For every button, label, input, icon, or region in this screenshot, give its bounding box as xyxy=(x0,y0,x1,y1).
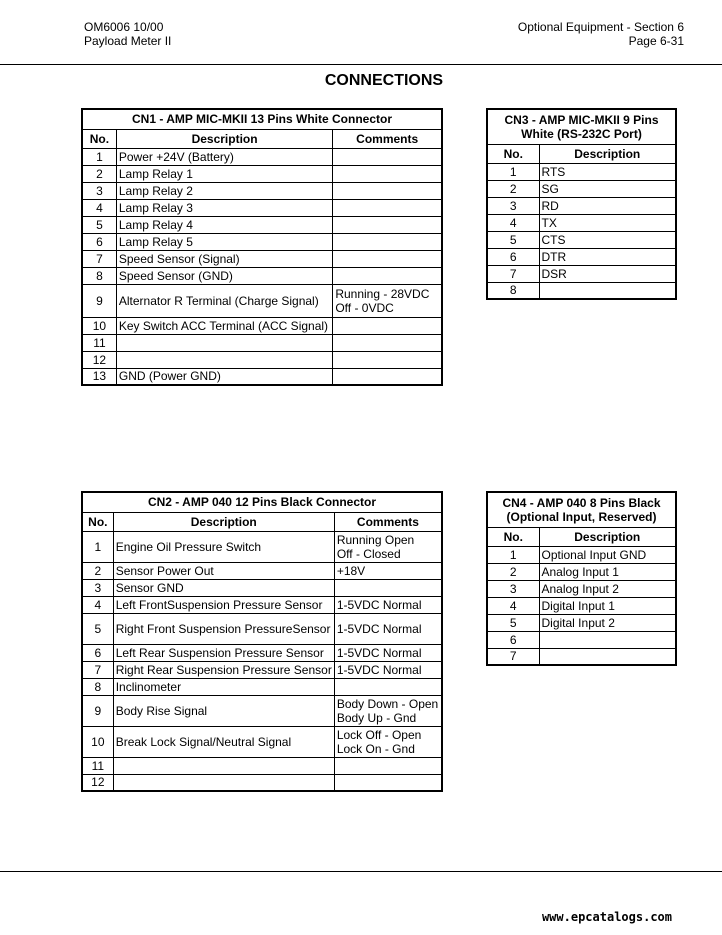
table-row xyxy=(82,182,442,199)
pin-comments xyxy=(333,317,442,334)
pin-description: Right Front Suspension PressureSensor xyxy=(113,613,334,644)
comment-line: 1-5VDC Normal xyxy=(336,597,422,612)
table-row xyxy=(82,165,442,182)
pin-number: 5 xyxy=(82,216,116,233)
pin-comments xyxy=(333,250,442,267)
pin-description: Body Rise Signal xyxy=(113,695,334,726)
cn2-table xyxy=(81,491,443,792)
comment-line: Off - 0VDC xyxy=(335,300,394,315)
table-row xyxy=(487,248,676,265)
pin-description: Alternator R Terminal (Charge Signal) xyxy=(116,284,332,317)
cn3-caption xyxy=(487,109,676,144)
comment-line: 1-5VDC Normal xyxy=(336,662,422,677)
pin-number: 10 xyxy=(82,726,113,757)
pin-description: DTR xyxy=(539,248,676,265)
pin-description: Lamp Relay 4 xyxy=(116,216,332,233)
pin-description: Lamp Relay 2 xyxy=(116,182,332,199)
pin-description: Break Lock Signal/Neutral Signal xyxy=(113,726,334,757)
pin-number: 8 xyxy=(82,267,116,284)
header-left xyxy=(84,20,171,48)
pin-number: 6 xyxy=(487,248,539,265)
pin-description xyxy=(539,282,676,299)
doc-code: OM6006 10/00 xyxy=(84,20,164,34)
pin-number: 7 xyxy=(82,661,113,678)
table-row xyxy=(82,644,442,661)
pin-number: 6 xyxy=(82,233,116,250)
cn3-caption-line1: CN3 - AMP MIC-MKII 9 Pins xyxy=(504,112,659,127)
pin-number: 11 xyxy=(82,334,116,351)
pin-comments xyxy=(333,182,442,199)
pin-description: CTS xyxy=(539,231,676,248)
footer-watermark-url: www.epcatalogs.com xyxy=(541,910,672,924)
pin-description: Digital Input 1 xyxy=(539,597,676,614)
table-row xyxy=(82,774,442,791)
cn4-col-no: No. xyxy=(487,527,539,546)
pin-comments xyxy=(334,774,442,791)
pin-description xyxy=(113,757,334,774)
pin-number: 4 xyxy=(487,597,539,614)
comment-line: Lock Off - Open xyxy=(336,727,422,742)
cn2-caption: CN2 - AMP 040 12 Pins Black Connector xyxy=(82,492,442,512)
header-divider xyxy=(0,64,722,65)
pin-description: Digital Input 2 xyxy=(539,614,676,631)
pin-comments xyxy=(334,531,442,562)
pin-number: 4 xyxy=(487,214,539,231)
comment-line: Lock On - Gnd xyxy=(336,741,415,756)
pin-number: 2 xyxy=(487,563,539,580)
pin-number: 10 xyxy=(82,317,116,334)
pin-number: 7 xyxy=(487,648,539,665)
pin-comments xyxy=(334,757,442,774)
pin-description: RTS xyxy=(539,163,676,180)
pin-number: 8 xyxy=(487,282,539,299)
pin-number: 7 xyxy=(82,250,116,267)
cn1-col-description: Description xyxy=(116,129,332,148)
pin-description: Lamp Relay 5 xyxy=(116,233,332,250)
cn3-table xyxy=(486,108,677,300)
pin-comments xyxy=(333,165,442,182)
pin-number: 2 xyxy=(487,180,539,197)
pin-description: GND (Power GND) xyxy=(116,368,332,385)
pin-description: Sensor Power Out xyxy=(113,562,334,579)
pin-number: 5 xyxy=(487,614,539,631)
table-row xyxy=(487,631,676,648)
table-row xyxy=(82,267,442,284)
pin-number: 13 xyxy=(82,368,116,385)
table-row xyxy=(82,661,442,678)
pin-number: 12 xyxy=(82,774,113,791)
pin-number: 3 xyxy=(82,579,113,596)
pin-comments xyxy=(334,678,442,695)
comment-line: 1-5VDC Normal xyxy=(336,621,422,636)
pin-comments xyxy=(333,233,442,250)
cn4-caption xyxy=(487,492,676,527)
pin-number: 1 xyxy=(487,163,539,180)
pin-number: 5 xyxy=(487,231,539,248)
table-row xyxy=(487,614,676,631)
pin-description: Lamp Relay 3 xyxy=(116,199,332,216)
comment-line: Running - 28VDC xyxy=(335,286,430,301)
pin-description: Right Rear Suspension Pressure Sensor xyxy=(113,661,334,678)
table-row xyxy=(82,351,442,368)
cn4-table xyxy=(486,491,677,666)
pin-number: 9 xyxy=(82,695,113,726)
pin-comments xyxy=(333,351,442,368)
pin-number: 2 xyxy=(82,165,116,182)
cn1-rows xyxy=(82,148,442,385)
table-row xyxy=(487,197,676,214)
cn1-col-comments: Comments xyxy=(333,129,442,148)
table-row xyxy=(82,368,442,385)
table-row xyxy=(82,317,442,334)
cn1-caption: CN1 - AMP MIC-MKII 13 Pins White Connector xyxy=(82,109,442,129)
table-row xyxy=(82,216,442,233)
pin-description: Left Rear Suspension Pressure Sensor xyxy=(113,644,334,661)
table-row xyxy=(82,596,442,613)
table-row xyxy=(487,580,676,597)
table-row xyxy=(82,148,442,165)
pin-comments xyxy=(333,368,442,385)
table-row xyxy=(487,214,676,231)
pin-comments xyxy=(333,216,442,233)
table-row xyxy=(82,250,442,267)
comment-line: Off - Closed xyxy=(336,546,401,561)
pin-description: Speed Sensor (Signal) xyxy=(116,250,332,267)
pin-comments xyxy=(333,284,442,317)
pin-comments xyxy=(333,148,442,165)
doc-subject: Payload Meter II xyxy=(84,34,172,48)
cn4-caption-line1: CN4 - AMP 040 8 Pins Black xyxy=(502,495,661,510)
table-row xyxy=(487,648,676,665)
table-row xyxy=(82,613,442,644)
section-label: Optional Equipment - Section 6 xyxy=(517,20,684,34)
cn2-col-no: No. xyxy=(82,512,113,531)
table-row xyxy=(487,163,676,180)
pin-description xyxy=(113,774,334,791)
table-row xyxy=(82,531,442,562)
pin-number: 12 xyxy=(82,351,116,368)
pin-description: DSR xyxy=(539,265,676,282)
cn4-rows xyxy=(487,546,676,665)
cn2-rows xyxy=(82,531,442,791)
table-row xyxy=(82,579,442,596)
pin-description: Engine Oil Pressure Switch xyxy=(113,531,334,562)
table-row xyxy=(82,199,442,216)
table-row xyxy=(82,284,442,317)
comment-line: Body Up - Gnd xyxy=(336,710,417,725)
cn2-col-description: Description xyxy=(113,512,334,531)
comment-line: +18V xyxy=(336,563,366,578)
pin-comments xyxy=(334,695,442,726)
pin-description xyxy=(539,631,676,648)
pin-comments xyxy=(334,613,442,644)
cn4-col-description: Description xyxy=(539,527,676,546)
pin-description: Key Switch ACC Terminal (ACC Signal) xyxy=(116,317,332,334)
pin-comments xyxy=(333,199,442,216)
cn3-caption-line2: White (RS-232C Port) xyxy=(521,126,642,141)
pin-number: 6 xyxy=(487,631,539,648)
table-row xyxy=(82,334,442,351)
pin-description: TX xyxy=(539,214,676,231)
pin-number: 3 xyxy=(487,580,539,597)
pin-number: 1 xyxy=(82,531,113,562)
table-row xyxy=(487,597,676,614)
pin-number: 7 xyxy=(487,265,539,282)
pin-number: 1 xyxy=(82,148,116,165)
pin-comments xyxy=(334,596,442,613)
header-right xyxy=(518,20,684,48)
pin-number: 5 xyxy=(82,613,113,644)
cn1-table xyxy=(81,108,443,386)
pin-description: Lamp Relay 1 xyxy=(116,165,332,182)
pin-number: 6 xyxy=(82,644,113,661)
pin-description: Analog Input 1 xyxy=(539,563,676,580)
table-row xyxy=(487,563,676,580)
table-row xyxy=(487,180,676,197)
pin-description xyxy=(116,334,332,351)
pin-number: 11 xyxy=(82,757,113,774)
table-row xyxy=(82,233,442,250)
table-row xyxy=(487,265,676,282)
pin-comments xyxy=(334,661,442,678)
cn3-col-description: Description xyxy=(539,144,676,163)
table-row xyxy=(487,231,676,248)
table-row xyxy=(82,562,442,579)
footer-divider xyxy=(0,871,722,872)
pin-number: 9 xyxy=(82,284,116,317)
cn1-col-no: No. xyxy=(82,129,116,148)
pin-description: Optional Input GND xyxy=(539,546,676,563)
pin-number: 8 xyxy=(82,678,113,695)
pin-description: Sensor GND xyxy=(113,579,334,596)
cn4-caption-line2: (Optional Input, Reserved) xyxy=(506,509,657,524)
pin-description: Power +24V (Battery) xyxy=(116,148,332,165)
cn2-col-comments: Comments xyxy=(334,512,442,531)
table-row xyxy=(82,757,442,774)
comment-line: Body Down - Open xyxy=(336,696,439,711)
pin-comments xyxy=(334,579,442,596)
pin-number: 4 xyxy=(82,596,113,613)
table-row xyxy=(82,726,442,757)
pin-comments xyxy=(334,644,442,661)
pin-number: 1 xyxy=(487,546,539,563)
cn3-col-no: No. xyxy=(487,144,539,163)
comment-line: Running Open xyxy=(336,532,415,547)
pin-description: Analog Input 2 xyxy=(539,580,676,597)
table-row xyxy=(82,695,442,726)
pin-description xyxy=(116,351,332,368)
pin-comments xyxy=(334,726,442,757)
page-number: Page 6-31 xyxy=(628,34,684,48)
pin-number: 3 xyxy=(487,197,539,214)
table-row xyxy=(487,282,676,299)
pin-comments xyxy=(333,267,442,284)
pin-description: Inclinometer xyxy=(113,678,334,695)
pin-number: 3 xyxy=(82,182,116,199)
pin-description: Speed Sensor (GND) xyxy=(116,267,332,284)
pin-description: RD xyxy=(539,197,676,214)
pin-number: 2 xyxy=(82,562,113,579)
comment-line: 1-5VDC Normal xyxy=(336,645,422,660)
pin-description xyxy=(539,648,676,665)
cn3-rows xyxy=(487,163,676,299)
page-title: CONNECTIONS xyxy=(324,72,444,89)
pin-comments xyxy=(333,334,442,351)
pin-number: 4 xyxy=(82,199,116,216)
pin-comments xyxy=(334,562,442,579)
pin-description: SG xyxy=(539,180,676,197)
table-row xyxy=(82,678,442,695)
table-row xyxy=(487,546,676,563)
pin-description: Left FrontSuspension Pressure Sensor xyxy=(113,596,334,613)
